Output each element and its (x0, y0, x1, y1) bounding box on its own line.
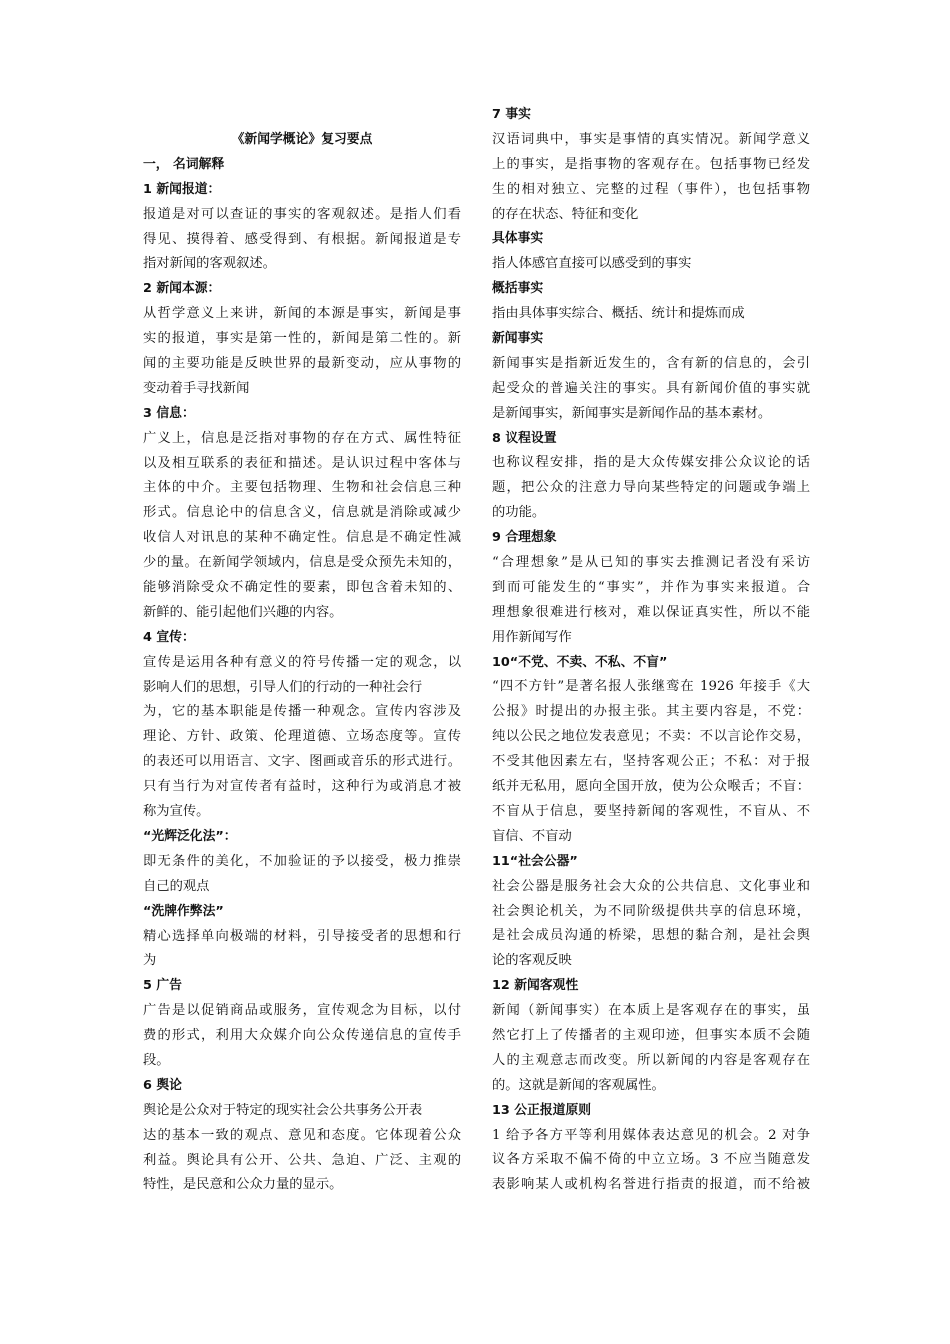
text-line: “四不方针”是著名报人张继鸾在 1926 年接手《大 (492, 679, 810, 695)
text-line: 新闻（新闻事实）在本质上是客观存在的事实，虽 (492, 1003, 810, 1019)
text-line: 汉语词典中，事实是事情的真实情况。新闻学意义 (492, 131, 810, 147)
text-line: 利益。舆论具有公开、公共、急迫、广泛、主观的 (143, 1152, 461, 1168)
text-line: 称为宣传。 (143, 804, 210, 820)
text-line: 公报》时提出的办报主张。其主要内容是，不党： (492, 704, 810, 720)
document-title: 《新闻学概论》复习要点 (231, 132, 373, 147)
text-line: 从哲学意义上来讲，新闻的本源是事实，新闻是事 (143, 306, 461, 322)
text-line: 人的主观意志而改变。所以新闻的内容是客观存在 (492, 1052, 810, 1068)
text-line: 也称议程安排，指的是大众传媒安排公众议论的话 (492, 455, 810, 471)
section-heading: 概括事实 (492, 281, 544, 297)
section-heading: 一， 名词解释 (143, 156, 225, 172)
text-line: 上的事实，是指事物的客观存在。包括事物已经发 (492, 156, 810, 172)
text-line: 生的相对独立、完整的过程（事件），也包括事物 (492, 181, 810, 197)
text-line: 自己的观点 (143, 878, 210, 894)
text-line: 指人体感官直接可以感受到的事实 (492, 256, 692, 272)
text-line: 1 给予各方平等利用媒体表达意见的机会。2 对争 (492, 1127, 810, 1143)
section-heading: 6 舆论 (143, 1077, 182, 1093)
right-column (492, 103, 810, 1198)
text-line: 实的报道，事实是第一性的，新闻是第二性的。新 (143, 331, 461, 347)
text-line: 议各方采取不偏不倚的中立立场。3 不应当随意发 (492, 1152, 810, 1168)
text-line: 是社会成员沟通的桥梁，思想的黏合剂，是社会舆 (492, 928, 810, 944)
text-line: 广告是以促销商品或服务，宣传观念为目标，以付 (143, 1003, 461, 1019)
section-heading: 新闻事实 (492, 331, 544, 347)
section-heading: 7 事实 (492, 107, 531, 122)
section-heading: 1 新闻报道： (143, 181, 221, 197)
text-line: 用作新闻写作 (492, 629, 572, 645)
text-line: 少的量。在新闻学领域内，信息是受众预先未知的， (143, 555, 461, 571)
text-line: 纯以公民之地位发表意见；不卖：不以言论作交易， (492, 729, 810, 745)
text-line: 费的形式，利用大众媒介向公众传递信息的宣传手 (143, 1028, 461, 1044)
text-line: 舆论是公众对于特定的现实社会公共事务公开表 (143, 1102, 423, 1118)
text-line: 不盲从于信息，要坚持新闻的客观性，不盲从、不 (492, 803, 810, 819)
text-line: 特性，是民意和公众力量的显示。 (143, 1177, 343, 1193)
text-line: 纸并无私用，愿向全国开放，使为公众喉舌；不盲： (492, 779, 810, 795)
text-line: 只有当行为对宣传者有益时，这种行为或消息才被 (143, 779, 461, 795)
left-column (143, 128, 461, 1198)
text-line: 盲信、不盲动 (492, 828, 572, 844)
text-line: 段。 (143, 1052, 170, 1068)
text-line: 的。这就是新闻的客观属性。 (492, 1077, 665, 1093)
text-line: 闻的主要功能是反映世界的最新变动，应从事物的 (143, 356, 461, 372)
section-heading: 4 宣传： (143, 629, 195, 645)
text-line: 收信人对讯息的某种不确定性。信息是不确定性减 (143, 530, 461, 546)
text-line: 到而可能发生的“事实”，并作为事实来报道。合 (492, 579, 810, 595)
section-heading: “光辉泛化法”： (143, 828, 237, 844)
text-line: 表影响某人或机构名誉进行指责的报道，而不给被 (492, 1177, 810, 1193)
text-line: 的功能。 (492, 505, 546, 521)
text-line: 达的基本一致的观点、意见和态度。它体现着公众 (143, 1127, 461, 1143)
text-line: 论的客观反映 (492, 953, 572, 969)
text-line: 为，它的基本职能是传播一种观念。宣传内容涉及 (143, 704, 461, 720)
section-heading: 2 新闻本源： (143, 281, 221, 297)
text-line: 为 (143, 953, 157, 969)
text-line: 精心选择单向极端的材料，引导接受者的思想和行 (143, 928, 461, 944)
text-line: 社会舆论机关，为不同阶级提供共享的信息环境， (492, 903, 810, 919)
text-line: 得见、摸得着、感受得到、有根据。新闻报道是专 (143, 231, 461, 247)
section-heading: 10“不党、不卖、不私、不盲” (492, 654, 668, 670)
text-line: 影响人们的思想，引导人们的行动的一种社会行 (143, 679, 423, 695)
text-line: 变动着手寻找新闻 (143, 380, 250, 396)
text-line: 指由具体事实综合、概括、统计和提炼而成 (492, 306, 745, 322)
text-line: “合理想象”是从已知的事实去推测记者没有采访 (492, 555, 810, 571)
text-line: 形式。信息论中的信息含义，信息就是消除或减少 (143, 505, 461, 521)
text-line: 能够消除受众不确定性的要素，即包含着未知的、 (143, 580, 461, 596)
text-line: 即无条件的美化，不加验证的予以接受，极力推崇 (143, 853, 461, 869)
text-line: 理想象很难进行核对，难以保证真实性，所以不能 (492, 604, 810, 620)
section-heading: 9 合理想象 (492, 530, 557, 546)
text-line: 是新闻事实，新闻事实是新闻作品的基本素材。 (492, 405, 772, 421)
text-line: 社会公器是服务社会大众的公共信息、文化事业和 (492, 878, 810, 894)
text-line: 报道是对可以查证的事实的客观叙述。是指人们看 (143, 206, 461, 222)
section-heading: 13 公正报道原则 (492, 1102, 592, 1118)
text-line: 然它打上了传播者的主观印迹，但事实本质不会随 (492, 1027, 810, 1043)
text-line: 的存在状态、特征和变化 (492, 206, 639, 222)
text-line: 新鲜的、能引起他们兴趣的内容。 (143, 604, 343, 620)
section-heading: “洗牌作弊法” (143, 903, 224, 919)
text-line: 起受众的普遍关注的事实。具有新闻价值的事实就 (492, 380, 810, 396)
text-line: 广义上，信息是泛指对事物的存在方式、属性特征 (143, 430, 461, 446)
text-line: 指对新闻的客观叙述。 (143, 256, 276, 272)
text-line: 题，把公众的注意力导向某些特定的问题或争端上 (492, 480, 810, 496)
section-heading: 12 新闻客观性 (492, 978, 579, 994)
text-line: 新闻事实是指新近发生的，含有新的信息的，会引 (492, 355, 810, 371)
text-line: 以及相互联系的表征和描述。是认识过程中客体与 (143, 455, 461, 471)
section-heading: 具体事实 (492, 231, 544, 247)
text-line: 的表还可以用语言、文字、图画或音乐的形式进行。 (143, 754, 461, 770)
text-line: 不受其他因素左右，坚持客观公正；不私：对于报 (492, 754, 810, 770)
text-line: 宣传是运用各种有意义的符号传播一定的观念，以 (143, 654, 461, 670)
section-heading: 11“社会公器” (492, 853, 578, 869)
section-heading: 8 议程设置 (492, 430, 557, 446)
text-line: 主体的中介。主要包括物理、生物和社会信息三种 (143, 480, 461, 496)
section-heading: 5 广告 (143, 978, 182, 994)
text-line: 理论、方针、政策、伦理道德、立场态度等。宣传 (143, 729, 461, 745)
section-heading: 3 信息： (143, 405, 195, 421)
